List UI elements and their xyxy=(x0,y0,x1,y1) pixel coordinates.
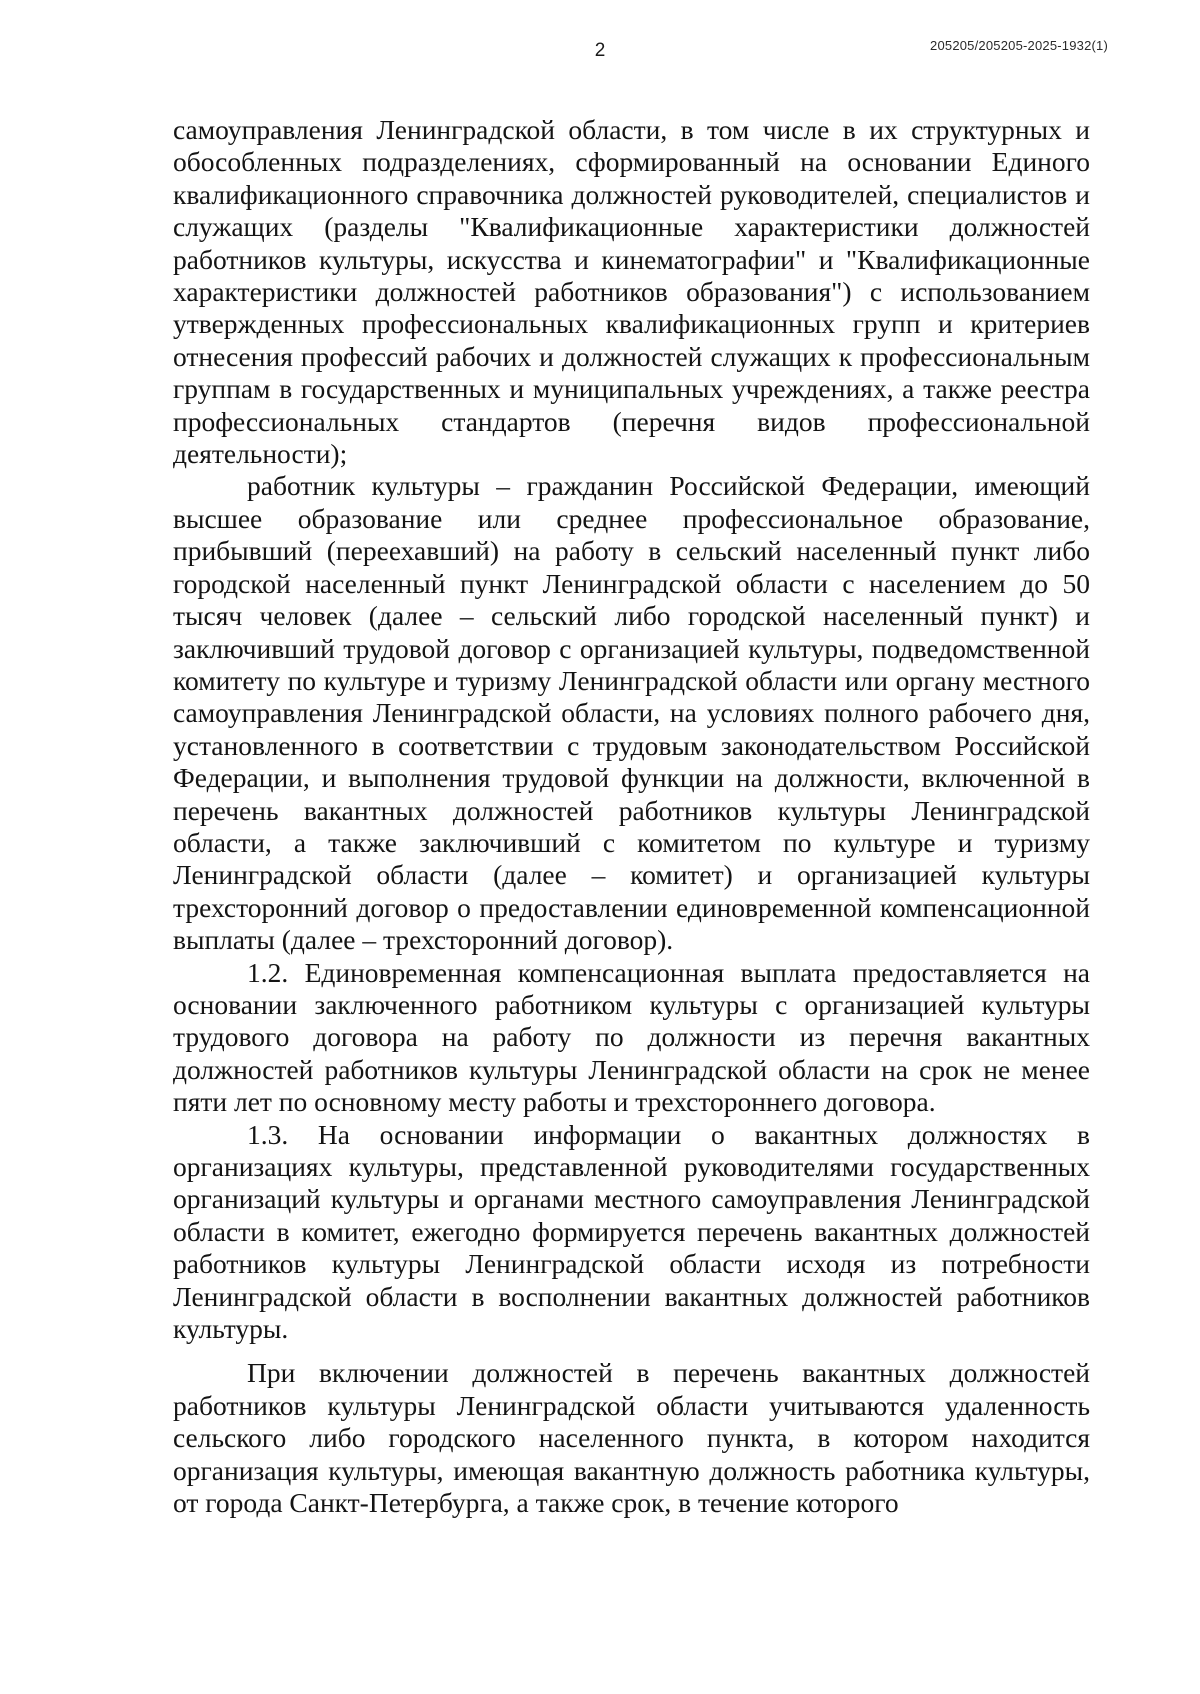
paragraph-1-2: 1.2. Единовременная компенсационная выплата предоставляется на основании заключенного работником культуры с организацией культуры трудового договора на работу по должности из перечня вакантных должностей работников культуры Ленинградской области на срок не менее пяти лет по основному месту работы и трехстороннего договора. xyxy=(173,956,1090,1118)
document-body xyxy=(173,114,1090,1519)
page-number: 2 xyxy=(594,40,606,61)
paragraph-continuation: самоуправления Ленинградской области, в том числе в их структурных и обособленных подразделениях, сформированный на основании Единого квалификационного справочника должностей руководителей, специалистов и служащих (разделы "Квалификационные характеристики должностей работников культуры, искусства и кинематографии" и "Квалификационные характеристики должностей работников образования") с использованием утвержденных профессиональных квалификационных групп и критериев отнесения профессий рабочих и должностей служащих к профессиональным группам в государственных и муниципальных учреждениях, а также реестра профессиональных стандартов (перечня видов профессиональной деятельности); xyxy=(173,114,1090,470)
paragraph-1-3: 1.3. На основании информации о вакантных должностях в организациях культуры, представленной руководителями государственных организаций культуры и органами местного самоуправления Ленинградской области в комитет, ежегодно формируется перечень вакантных должностей работников культуры Ленинградской области исходя из потребности Ленинградской области в восполнении вакантных должностей работников культуры. xyxy=(173,1118,1090,1345)
paragraph-culture-worker-definition: работник культуры – гражданин Российской Федерации, имеющий высшее образование или среднее профессиональное образование, прибывший (переехавший) на работу в сельский населенный пункт либо городской населенный пункт Ленинградской области с населением до 50 тысяч человек (далее – сельский либо городской населенный пункт) и заключивший трудовой договор с организацией культуры, подведомственной комитету по культуре и туризму Ленинградской области или органу местного самоуправления Ленинградской области, на условиях полного рабочего дня, установленного в соответствии с трудовым законодательством Российской Федерации, и выполнения трудовой функции на должности, включенной в перечень вакантных должностей работников культуры Ленинградской области, а также заключивший с комитетом по культуре и туризму Ленинградской области (далее – комитет) и организацией культуры трехсторонний договор о предоставлении единовременной компенсационной выплаты (далее – трехсторонний договор). xyxy=(173,470,1090,956)
paragraph-inclusion-criteria: При включении должностей в перечень вакантных должностей работников культуры Ленинградской области учитываются удаленность сельского либо городского населенного пункта, в котором находится организация культуры, имеющая вакантную должность работника культуры, от города Санкт-Петербурга, а также срок, в течение которого xyxy=(173,1357,1090,1519)
document-id: 205205/205205-2025-1932(1) xyxy=(930,38,1108,53)
